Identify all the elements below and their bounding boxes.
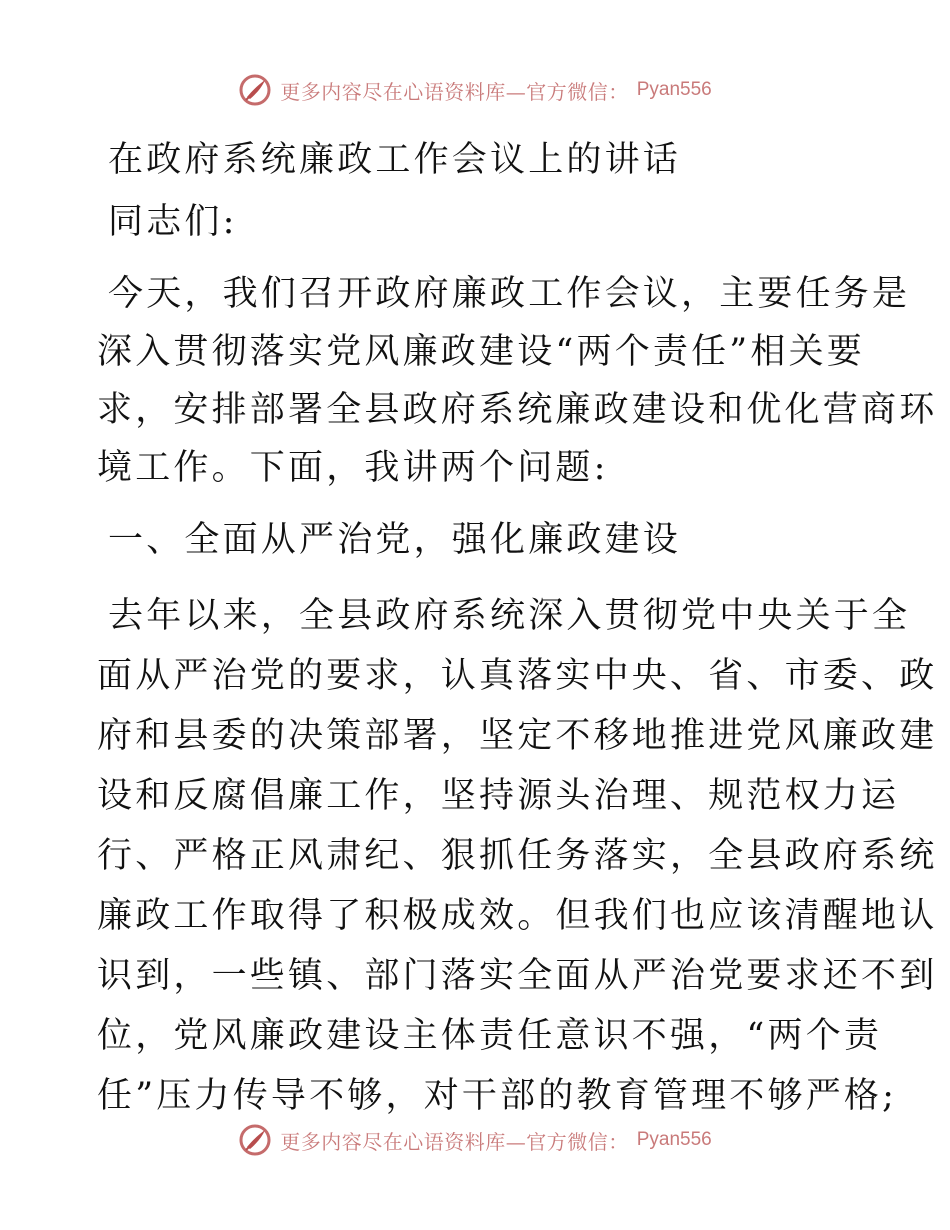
watermark-wechat-id: Pyan556: [636, 79, 712, 100]
quill-logo-icon: [238, 1123, 272, 1157]
header-watermark: [0, 70, 950, 110]
footer-watermark: [0, 1120, 950, 1160]
paragraph-line: 设和反腐倡廉工作，坚持源头治理、规范权力运: [97, 776, 900, 816]
paragraph-line: 任”压力传导不够，对干部的教育管理不够严格;: [97, 1076, 898, 1116]
paragraph-line: 廉政工作取得了积极成效。但我们也应该清醒地认: [97, 896, 938, 936]
paragraph-line: 境工作。下面，我讲两个问题:: [97, 448, 609, 488]
paragraph-line: 求，安排部署全县政府系统廉政建设和优化营商环: [97, 390, 938, 430]
watermark-text: 更多内容尽在心语资料库—官方微信：: [280, 79, 629, 104]
paragraph-line: 府和县委的决策部署，坚定不移地推进党风廉政建: [97, 716, 938, 756]
paragraph-line: 行、严格正风肃纪、狠抓任务落实，全县政府系统: [97, 836, 938, 876]
watermark-text: 更多内容尽在心语资料库—官方微信：: [280, 1129, 629, 1154]
paragraph-line: 去年以来，全县政府系统深入贯彻党中央关于全: [108, 596, 911, 636]
paragraph-line: 面从严治党的要求，认真落实中央、省、市委、政: [97, 656, 938, 696]
section-heading: 一、全面从严治党，强化廉政建设: [108, 520, 682, 560]
paragraph-line: 位，党风廉政建设主体责任意识不强，“两个责: [97, 1016, 883, 1056]
document-title: 在政府系统廉政工作会议上的讲话: [108, 140, 682, 180]
paragraph-line: 深入贯彻落实党风廉政建设“两个责任”相关要: [97, 332, 865, 372]
paragraph-line: 识到，一些镇、部门落实全面从严治党要求还不到: [97, 956, 938, 996]
quill-logo-icon: [238, 73, 272, 107]
paragraph-line: 今天，我们召开政府廉政工作会议，主要任务是: [108, 274, 911, 314]
watermark-wechat-id: Pyan556: [636, 1129, 712, 1150]
salutation: 同志们:: [108, 202, 238, 242]
